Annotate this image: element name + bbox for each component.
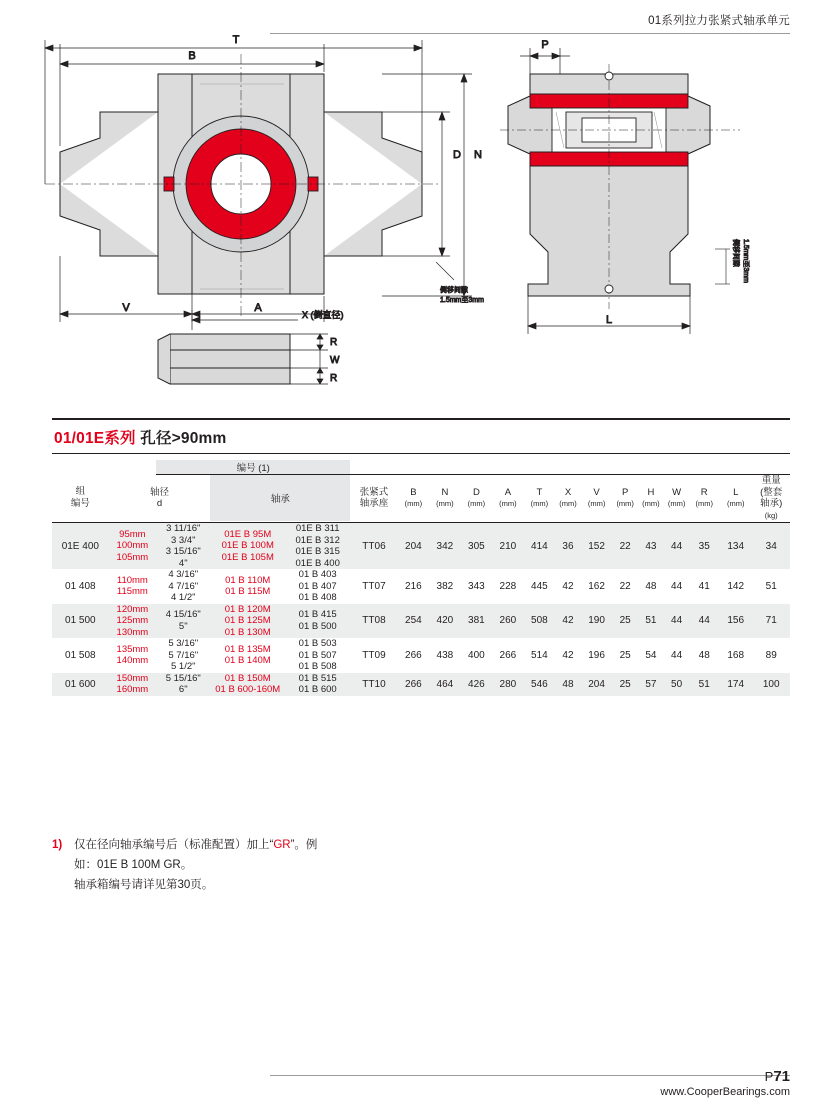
cell-H: 48 — [645, 580, 657, 592]
cell-housing: TT08 — [362, 615, 386, 627]
cell-bearing-metric: 01 B 120M 01 B 125M 01 B 130M — [224, 603, 271, 638]
cell-A: 210 — [499, 540, 517, 552]
cell-A: 228 — [499, 580, 517, 592]
cell-D: 381 — [468, 615, 485, 627]
cell-shaft-inch: 3 11/16" 3 3/4" 3 15/16" 4" — [165, 523, 201, 569]
th-N: N (mm) — [436, 486, 454, 508]
cell-A: 260 — [499, 615, 517, 627]
bearing-unit-drawing — [40, 34, 790, 394]
cell-group: 01 500 — [65, 615, 96, 627]
cell-T: 508 — [531, 615, 548, 627]
th-D: D (mm) — [467, 486, 486, 508]
cell-B: 204 — [405, 540, 422, 552]
section-title-block — [52, 418, 790, 454]
footnote-gr-code: GR — [273, 839, 291, 851]
section-title-bore: 孔径>90mm — [140, 430, 227, 447]
cell-N: 382 — [436, 580, 454, 592]
cell-H: 57 — [645, 678, 657, 690]
cell-weight: 34 — [765, 540, 777, 552]
cell-W: 44 — [671, 615, 683, 627]
cell-shaft-mm: 150mm 160mm — [116, 672, 149, 695]
th-bearing: 轴承 — [210, 475, 350, 522]
cell-bearing-imperial: 01 B 515 01 B 600 — [298, 672, 337, 695]
cell-housing: TT09 — [362, 649, 386, 661]
svg-text:1.5mm至3mm: 1.5mm至3mm — [742, 239, 749, 283]
table-row[interactable] — [52, 638, 790, 673]
cell-V: 204 — [588, 678, 605, 690]
cell-W: 44 — [671, 540, 683, 552]
cell-R: 41 — [698, 580, 710, 592]
th-shaft-dia: 轴径 d — [150, 486, 170, 509]
footnote-text — [74, 835, 652, 895]
page-footer — [660, 1068, 790, 1098]
cell-bearing-metric: 01E B 95M 01E B 100M 01E B 105M — [221, 528, 274, 563]
svg-text:A: A — [254, 302, 262, 314]
table-row[interactable] — [52, 523, 790, 570]
cell-D: 400 — [468, 649, 485, 661]
cell-group: 01 508 — [65, 649, 96, 661]
cell-P: 22 — [619, 580, 631, 592]
cell-shaft-inch: 5 3/16" 5 7/16" 5 1/2" — [168, 638, 199, 672]
cell-shaft-mm: 110mm 115mm — [116, 574, 148, 598]
svg-text:L: L — [605, 314, 613, 326]
cell-bearing-metric: 01 B 150M 01 B 600-160M — [215, 672, 281, 695]
cell-bearing-imperial: 01 B 415 01 B 500 — [298, 609, 337, 632]
table-group-header-row — [52, 460, 790, 475]
section-title-series: 01/01E系列 — [54, 430, 136, 447]
cell-X: 42 — [562, 580, 574, 592]
cell-N: 464 — [436, 678, 454, 690]
cell-V: 162 — [588, 580, 605, 592]
cell-T: 445 — [531, 580, 548, 592]
cell-R: 35 — [698, 540, 710, 552]
cell-L: 142 — [727, 580, 745, 592]
cell-N: 438 — [436, 649, 454, 661]
cell-shaft-inch: 4 3/16" 4 7/16" 4 1/2" — [168, 569, 199, 603]
cell-X: 42 — [562, 615, 574, 627]
svg-text:T: T — [232, 34, 240, 46]
cell-X: 42 — [562, 649, 574, 661]
cell-group: 01 408 — [65, 580, 96, 592]
th-group: 组 编号 — [70, 486, 90, 509]
cell-weight: 71 — [765, 615, 777, 627]
cell-group: 01E 400 — [61, 540, 99, 552]
cell-shaft-mm: 120mm 125mm 130mm — [116, 603, 149, 638]
svg-text:P: P — [541, 39, 549, 51]
th-weight: 重量 (整套 轴承) (kg) — [760, 475, 783, 520]
cell-bearing-metric: 01 B 110M 01 B 115M — [225, 574, 271, 598]
cell-D: 426 — [468, 678, 485, 690]
cell-housing: TT10 — [362, 678, 386, 690]
svg-text:R: R — [330, 373, 338, 384]
cell-L: 168 — [727, 649, 745, 661]
svg-text:侧移间隙: 侧移间隙 — [440, 287, 468, 294]
cell-shaft-mm: 95mm 100mm 105mm — [116, 528, 149, 563]
website-url: www.CooperBearings.com — [660, 1086, 790, 1098]
svg-text:W: W — [330, 355, 340, 366]
cell-A: 280 — [499, 678, 517, 690]
cell-X: 36 — [562, 540, 574, 552]
page-header — [0, 8, 830, 34]
cell-bearing-imperial: 01 B 503 01 B 507 01 B 508 — [298, 638, 337, 672]
cell-shaft-inch: 4 15/16" 5" — [165, 609, 201, 632]
th-P: P (mm) — [616, 486, 634, 508]
footnote-line-2: 如：01E B 100M GR。 — [74, 859, 193, 871]
cell-B: 254 — [405, 615, 422, 627]
svg-text:1.5mm至3mm: 1.5mm至3mm — [440, 297, 484, 304]
cell-T: 414 — [531, 540, 548, 552]
cell-V: 196 — [588, 649, 605, 661]
header-title: 01系列拉力张紧式轴承单元 — [648, 15, 790, 27]
cell-H: 51 — [645, 615, 657, 627]
cell-group: 01 600 — [65, 678, 96, 690]
table-row[interactable] — [52, 673, 790, 696]
svg-text:N: N — [474, 149, 482, 161]
cell-V: 152 — [588, 540, 605, 552]
cell-T: 514 — [531, 649, 548, 661]
th-X: X (mm) — [559, 486, 577, 508]
th-housing: 张紧式 轴承座 — [359, 486, 389, 509]
svg-text:B: B — [188, 50, 196, 62]
svg-text:D: D — [453, 149, 461, 161]
cell-T: 546 — [531, 678, 548, 690]
cell-bearing-imperial: 01E B 311 01E B 312 01E B 315 01E B 400 — [295, 523, 340, 569]
cell-B: 216 — [405, 580, 422, 592]
cell-R: 51 — [698, 678, 710, 690]
cell-housing: TT06 — [362, 540, 386, 552]
th-B: B (mm) — [404, 486, 423, 508]
footnote-line-1: 仅在径向轴承编号后（标准配置）加上“GR”。例 — [74, 839, 318, 851]
cell-L: 174 — [727, 678, 745, 690]
footnote-marker: 1) — [52, 839, 63, 851]
cell-D: 343 — [468, 580, 485, 592]
specifications-table-wrap — [52, 460, 790, 696]
cell-D: 305 — [468, 540, 485, 552]
th-T: T (mm) — [530, 486, 549, 508]
cell-N: 420 — [436, 615, 454, 627]
section-title — [52, 420, 790, 453]
svg-text:R: R — [330, 337, 338, 348]
cell-shaft-inch: 5 15/16" 6" — [165, 672, 201, 695]
cell-W: 44 — [671, 649, 683, 661]
th-A: A (mm) — [499, 486, 517, 508]
cell-B: 266 — [405, 649, 422, 661]
section-rule-bottom — [52, 453, 790, 454]
cell-H: 54 — [645, 649, 657, 661]
th-V: V (mm) — [587, 486, 606, 508]
cell-L: 156 — [727, 615, 745, 627]
cell-P: 22 — [619, 540, 631, 552]
cell-R: 48 — [698, 649, 710, 661]
cell-weight: 51 — [765, 580, 777, 592]
specifications-table — [52, 460, 790, 696]
cell-H: 43 — [645, 540, 657, 552]
th-R: R (mm) — [695, 486, 713, 508]
th-L: L (mm) — [726, 486, 745, 508]
cell-P: 25 — [619, 615, 631, 627]
cell-W: 44 — [671, 580, 683, 592]
cell-housing: TT07 — [362, 580, 386, 592]
cell-bearing-imperial: 01 B 403 01 B 407 01 B 408 — [298, 569, 337, 603]
cell-P: 25 — [619, 649, 631, 661]
cell-A: 266 — [499, 649, 517, 661]
technical-drawing — [40, 34, 790, 394]
svg-text:X (倒直径): X (倒直径) — [302, 310, 344, 320]
cell-R: 44 — [698, 615, 710, 627]
cell-shaft-mm: 135mm 140mm — [116, 643, 149, 667]
th-W: W (mm) — [667, 486, 686, 508]
table-row[interactable] — [52, 569, 790, 604]
th-H: H (mm) — [642, 486, 660, 508]
footnote — [52, 835, 652, 895]
table-row[interactable] — [52, 604, 790, 639]
cell-V: 190 — [588, 615, 605, 627]
cell-X: 48 — [562, 678, 574, 690]
cell-weight: 100 — [762, 678, 780, 690]
cell-N: 342 — [436, 540, 454, 552]
cell-P: 25 — [619, 678, 631, 690]
cell-weight: 89 — [765, 649, 777, 661]
svg-text:侧移间隙: 侧移间隙 — [732, 239, 739, 267]
group-header-code: 编号 (1) — [156, 460, 350, 475]
cell-B: 266 — [405, 678, 422, 690]
cell-L: 134 — [727, 540, 745, 552]
table-header-row — [52, 475, 790, 522]
page-number: P71 — [764, 1068, 790, 1085]
footnote-line-3: 轴承箱编号请详见第30页。 — [74, 879, 214, 891]
svg-text:V: V — [122, 302, 130, 314]
cell-bearing-metric: 01 B 135M 01 B 140M — [224, 643, 271, 667]
cell-W: 50 — [671, 678, 683, 690]
